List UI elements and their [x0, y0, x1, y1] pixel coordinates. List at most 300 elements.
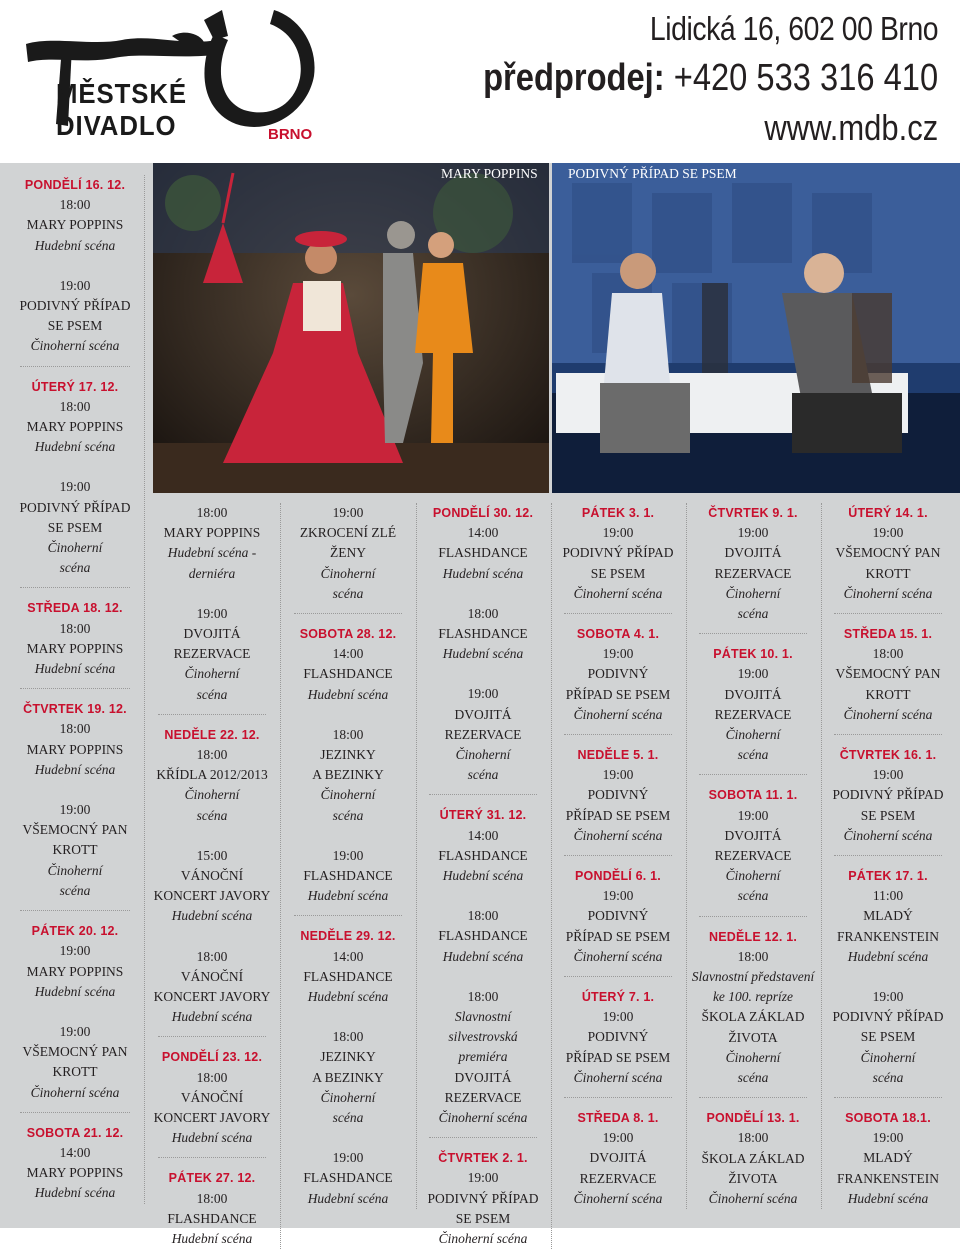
show-title: SE PSEM — [455, 1210, 511, 1226]
show-title: REZERVACE — [444, 726, 522, 742]
show-title: MARY POPPINS — [26, 1165, 124, 1181]
spacer — [421, 967, 545, 987]
show-title: PŘÍPAD SE PSEM — [565, 1049, 671, 1065]
show-title: KONCERT JAVORY — [153, 989, 271, 1005]
show-title: SE PSEM — [47, 519, 103, 535]
program-day: PONDĚLÍ 30. 12. — [432, 506, 534, 520]
show-title: REZERVACE — [579, 1170, 657, 1186]
program-day: PÁTEK 17. 1. — [848, 869, 928, 884]
show-title: VŠEMOCNÝ PAN — [835, 545, 941, 561]
show-time: 19:00 — [59, 943, 91, 959]
show-title: FRANKENSTEIN — [836, 928, 939, 944]
separator — [20, 1112, 130, 1113]
show-title: KROTT — [865, 686, 911, 702]
show-title: MARY POPPINS — [163, 525, 261, 541]
show-venue: Činoherní scéna — [30, 338, 120, 354]
logo-sub: BRNO — [268, 126, 313, 143]
program-entry[interactable] — [150, 503, 274, 584]
program-entry[interactable] — [12, 276, 138, 357]
show-time: 18:00 — [196, 948, 228, 964]
website-link[interactable]: www.mdb.cz — [764, 107, 938, 148]
program-column-1 — [12, 175, 138, 1204]
show-title: PODIVNÝ PŘÍPAD — [562, 545, 674, 561]
show-title: MARY POPPINS — [26, 419, 124, 435]
program-entry[interactable] — [826, 886, 950, 967]
program-day: NEDĚLE 22. 12. — [164, 727, 260, 742]
show-time: 18:00 — [59, 620, 91, 636]
show-title: FLASHDANCE — [438, 928, 528, 944]
program-entry[interactable] — [12, 941, 138, 1002]
show-venue: scéna — [332, 585, 364, 601]
program-entry[interactable] — [12, 477, 138, 578]
show-venue: Hudební scéna — [442, 948, 524, 964]
show-time: 18:00 — [196, 1190, 228, 1206]
separator — [699, 774, 807, 775]
show-venue: Činoherní — [320, 565, 376, 581]
show-time: 18:00 — [196, 747, 228, 763]
show-venue: scéna — [332, 807, 364, 823]
program-entry[interactable] — [150, 1068, 274, 1149]
logo-text: MĚSTSKÉ DIVADLO — [56, 78, 187, 141]
program-entry[interactable] — [421, 1168, 545, 1249]
show-title: ZKROCENÍ ZLÉ — [299, 525, 397, 541]
show-venue: Hudební scéna — [34, 661, 116, 677]
program-column-5 — [556, 503, 680, 1209]
program-entry[interactable] — [12, 800, 138, 901]
show-time: 19:00 — [602, 1009, 634, 1025]
show-venue: Hudební scéna — [307, 686, 389, 702]
show-title: PODIVNÝ — [587, 908, 649, 924]
program-entry[interactable] — [556, 765, 680, 846]
program-entry[interactable] — [826, 1128, 950, 1209]
show-title: KROTT — [52, 842, 98, 858]
show-title: MLADÝ — [863, 1150, 913, 1166]
program-entry[interactable] — [286, 846, 410, 907]
program-entry[interactable] — [691, 523, 815, 624]
show-title: FLASHDANCE — [303, 666, 393, 682]
show-venue: scéna — [59, 560, 91, 576]
separator — [564, 976, 672, 977]
show-time: 19:00 — [59, 1023, 91, 1039]
show-title: KONCERT JAVORY — [153, 888, 271, 904]
spacer — [12, 1002, 138, 1022]
separator — [834, 613, 942, 614]
show-venue: Činoherní scéna — [843, 706, 933, 722]
show-time: 19:00 — [737, 807, 769, 823]
show-venue: Hudební scéna — [847, 948, 929, 964]
show-venue: scéna — [737, 606, 769, 622]
program-day: NEDĚLE 29. 12. — [300, 929, 396, 944]
show-venue: Hudební scéna — [307, 989, 389, 1005]
show-title: SE PSEM — [47, 318, 103, 334]
show-time: 19:00 — [332, 1150, 364, 1166]
separator — [20, 587, 130, 588]
show-venue: Hudební scéna — [171, 908, 253, 924]
program-day: ÚTERÝ 31. 12. — [439, 808, 527, 823]
separator — [294, 915, 402, 916]
show-title: FRANKENSTEIN — [836, 1170, 939, 1186]
separator — [564, 855, 672, 856]
program-day: PONDĚLÍ 16. 12. — [24, 178, 126, 192]
show-time: 18:00 — [467, 605, 499, 621]
show-venue: Činoherní scéna — [30, 1084, 120, 1100]
show-title: A BEZINKY — [312, 1069, 384, 1085]
show-title: PODIVNÝ PŘÍPAD — [427, 1190, 539, 1206]
program-day: SOBOTA 18.1. — [845, 1111, 931, 1126]
show-time: 14:00 — [332, 948, 364, 964]
show-venue: Činoherní scéna — [573, 706, 663, 722]
address: Lidická 16, 602 00 Brno — [649, 10, 938, 47]
show-time: 19:00 — [467, 1170, 499, 1186]
program-day: SOBOTA 28. 12. — [299, 627, 397, 642]
program-entry[interactable] — [150, 846, 274, 927]
show-title: KROTT — [865, 565, 911, 581]
show-title: FLASHDANCE — [167, 1210, 257, 1226]
contact-block — [409, 8, 938, 150]
show-venue: scéna — [196, 686, 228, 702]
show-title: PODIVNÝ — [587, 1029, 649, 1045]
show-venue: Hudební scéna — [307, 1190, 389, 1206]
program-entry[interactable] — [12, 1143, 138, 1204]
show-title: REZERVACE — [714, 565, 792, 581]
show-title: ŽIVOTA — [728, 1029, 778, 1045]
program-entry[interactable] — [286, 1027, 410, 1128]
show-time: 19:00 — [872, 989, 904, 1005]
show-venue: Činoherní scéna — [708, 1191, 798, 1207]
show-time: 18:00 — [872, 646, 904, 662]
program-entry[interactable] — [556, 886, 680, 967]
show-venue: Činoherní — [725, 727, 781, 743]
show-time: 19:00 — [602, 767, 634, 783]
show-time: 19:00 — [872, 1130, 904, 1146]
show-time: 18:00 — [196, 505, 228, 520]
show-time: 19:00 — [737, 525, 769, 541]
show-title: ŽENY — [330, 545, 366, 561]
program-column-3 — [286, 503, 410, 1209]
show-venue: Hudební scéna — [34, 1185, 116, 1201]
show-title: PODIVNÝ — [587, 666, 649, 682]
show-title: PODIVNÝ PŘÍPAD — [832, 1009, 944, 1025]
show-title: DVOJITÁ — [589, 1150, 647, 1166]
separator — [294, 613, 402, 614]
spacer — [286, 1128, 410, 1148]
program-entry[interactable] — [556, 1007, 680, 1088]
show-title: KROTT — [52, 1064, 98, 1080]
program-entry[interactable] — [12, 1022, 138, 1103]
show-title: DVOJITÁ — [454, 706, 512, 722]
show-title: FLASHDANCE — [438, 545, 528, 561]
show-time: 14:00 — [332, 646, 364, 662]
show-venue: scéna — [737, 747, 769, 763]
program-entry[interactable] — [421, 826, 545, 887]
show-time: 19:00 — [602, 888, 634, 904]
separator — [564, 613, 672, 614]
program-day: PONDĚLÍ 6. 1. — [575, 869, 661, 884]
separator — [564, 734, 672, 735]
show-venue: Hudební scéna — [171, 1130, 253, 1146]
show-title: DVOJITÁ REZERVACE — [173, 626, 251, 662]
show-time: 19:00 — [332, 505, 364, 520]
show-venue: Činoherní — [47, 540, 103, 556]
show-venue: scéna — [737, 888, 769, 904]
spacer — [150, 927, 274, 947]
show-time: 19:00 — [737, 666, 769, 682]
show-venue: Činoherní — [320, 787, 376, 803]
program-entry[interactable] — [691, 806, 815, 907]
program-entry[interactable] — [826, 765, 950, 846]
separator — [699, 1097, 807, 1098]
show-note: Slavnostní představení — [691, 969, 815, 985]
show-venue: Činoherní — [455, 747, 511, 763]
show-venue: Činoherní scéna — [573, 1069, 663, 1085]
show-venue: Hudební scéna — [442, 565, 524, 581]
show-title: DVOJITÁ REZERVACE — [444, 1069, 522, 1105]
show-title: DVOJITÁ — [724, 827, 782, 843]
program-entry[interactable] — [421, 684, 545, 785]
show-venue: Hudební scéna — [34, 761, 116, 777]
show-title: MARY POPPINS — [26, 741, 124, 757]
program-entry[interactable] — [421, 906, 545, 967]
program-day: ÚTERÝ 14. 1. — [848, 506, 928, 520]
show-venue: Činoherní scéna — [438, 1231, 528, 1247]
separator — [834, 1097, 942, 1098]
show-time: 19:00 — [872, 525, 904, 541]
show-time: 14:00 — [467, 827, 499, 843]
separator — [158, 1036, 266, 1037]
program-day: PÁTEK 27. 12. — [168, 1171, 256, 1186]
show-time: 19:00 — [467, 686, 499, 702]
program-entry[interactable] — [556, 644, 680, 725]
program-day: ČTVRTEK 9. 1. — [708, 506, 798, 520]
show-title: SE PSEM — [860, 807, 916, 823]
presale-line — [483, 54, 938, 102]
show-time: 19:00 — [332, 847, 364, 863]
show-title: FLASHDANCE — [303, 868, 393, 884]
program-entry[interactable] — [691, 664, 815, 765]
program-day: SOBOTA 4. 1. — [576, 627, 660, 642]
program-column-2 — [150, 503, 274, 1249]
show-title: A BEZINKY — [312, 767, 384, 783]
spacer — [421, 886, 545, 906]
separator — [158, 714, 266, 715]
program-column-7 — [826, 503, 950, 1209]
show-title: SE PSEM — [590, 565, 646, 581]
show-time: 19:00 — [196, 605, 228, 621]
program-day: STŘEDA 15. 1. — [843, 627, 933, 642]
program-day: NEDĚLE 12. 1. — [708, 929, 798, 944]
show-venue: Hudební scéna — [847, 1190, 929, 1206]
program-day: ÚTERÝ 7. 1. — [581, 990, 655, 1005]
program-day: PÁTEK 10. 1. — [713, 647, 793, 662]
show-title: VÁNOČNÍ — [180, 868, 244, 884]
show-venue: Hudební scéna — [171, 1231, 253, 1247]
show-title: MARY POPPINS — [26, 963, 124, 979]
program-day: ČTVRTEK 19. 12. — [23, 702, 127, 717]
show-time: 19:00 — [59, 802, 91, 818]
program-entry[interactable] — [12, 719, 138, 780]
show-title: FLASHDANCE — [438, 626, 528, 642]
program-day: PONDĚLÍ 23. 12. — [161, 1050, 263, 1065]
program-entry[interactable] — [150, 745, 274, 826]
show-time: 18:00 — [737, 1130, 769, 1146]
show-title: REZERVACE — [714, 706, 792, 722]
presale-label: předprodej: — [482, 57, 665, 99]
show-venue: Činoherní scéna — [843, 585, 933, 601]
program-entry[interactable] — [421, 523, 545, 584]
show-title: PODIVNÝ PŘÍPAD — [832, 787, 944, 803]
show-venue: Činoherní — [47, 862, 103, 878]
spacer — [421, 664, 545, 684]
program-entry[interactable] — [556, 523, 680, 604]
show-venue: Hudební scéna — [442, 646, 524, 662]
spacer — [12, 780, 138, 800]
program-entry[interactable] — [691, 947, 815, 1088]
show-time: 18:00 — [59, 398, 91, 414]
show-title: ŽIVOTA — [728, 1170, 778, 1186]
show-title: REZERVACE — [714, 848, 792, 864]
show-time: 19:00 — [59, 277, 91, 293]
spacer — [286, 826, 410, 846]
show-time: 18:00 — [59, 721, 91, 737]
show-venue: Činoherní scéna — [573, 827, 663, 843]
spacer — [286, 1007, 410, 1027]
program-entry[interactable] — [12, 619, 138, 680]
show-venue: Činoherní scéna — [573, 948, 663, 964]
show-venue: scéna — [332, 1110, 364, 1126]
show-title: VŠEMOCNÝ PAN — [835, 666, 941, 682]
program-entry[interactable] — [826, 987, 950, 1088]
program-entry[interactable] — [150, 1189, 274, 1249]
show-venue: scéna — [196, 807, 228, 823]
program-day: PONDĚLÍ 13. 1. — [706, 1111, 800, 1126]
spacer — [421, 584, 545, 604]
program-entry[interactable] — [286, 503, 410, 604]
program-entry[interactable] — [150, 604, 274, 705]
program-entry[interactable] — [421, 987, 545, 1128]
theatre-logo — [22, 6, 324, 148]
program-entry[interactable] — [286, 1148, 410, 1209]
separator — [158, 1157, 266, 1158]
show-title: FLASHDANCE — [303, 968, 393, 984]
program-entry[interactable] — [691, 1128, 815, 1209]
show-venue: Činoherní — [320, 1089, 376, 1105]
separator — [699, 633, 807, 634]
program-entry[interactable] — [826, 523, 950, 604]
show-title: JEZINKY — [320, 1049, 376, 1065]
show-title: MLADÝ — [863, 908, 913, 924]
program-entry[interactable] — [150, 947, 274, 1028]
show-venue: Činoherní — [725, 585, 781, 601]
presale-phone[interactable]: +420 533 316 410 — [673, 57, 938, 99]
separator — [834, 855, 942, 856]
show-venue: scéna — [737, 1070, 769, 1086]
show-time: 15:00 — [196, 847, 228, 863]
photo-podivny-pripad — [552, 163, 960, 493]
spacer — [12, 457, 138, 477]
separator — [20, 910, 130, 911]
show-title: ŠKOLA ZÁKLAD — [701, 1009, 805, 1025]
separator — [699, 916, 807, 917]
show-venue: Hudební scéna - derniéra — [167, 545, 257, 581]
show-time: 14:00 — [467, 525, 499, 541]
program-entry[interactable] — [286, 644, 410, 705]
show-venue: Hudební scéna — [442, 868, 524, 884]
show-time: 18:00 — [196, 1069, 228, 1085]
show-venue: Činoherní — [184, 666, 240, 682]
show-title: DVOJITÁ — [724, 545, 782, 561]
show-venue: Činoherní — [860, 1049, 916, 1065]
show-venue: Činoherní — [725, 868, 781, 884]
show-time: 19:00 — [872, 767, 904, 783]
show-time: 19:00 — [602, 525, 634, 541]
show-time: 14:00 — [59, 1144, 91, 1160]
show-time: 19:00 — [602, 1130, 634, 1146]
show-venue: Hudební scéna — [307, 888, 389, 904]
show-venue: Hudební scéna — [34, 983, 116, 999]
show-title: FLASHDANCE — [438, 847, 528, 863]
separator — [20, 366, 130, 367]
program-day: ČTVRTEK 16. 1. — [839, 748, 937, 763]
program-day: SOBOTA 21. 12. — [26, 1125, 124, 1140]
program-day: ČTVRTEK 2. 1. — [438, 1151, 528, 1166]
show-venue: Hudební scéna — [34, 439, 116, 455]
show-time: 18:00 — [332, 726, 364, 742]
program-entry[interactable] — [286, 725, 410, 826]
show-venue: Činoherní scéna — [573, 1190, 663, 1206]
program-column-6 — [691, 503, 815, 1209]
program-day: NEDĚLE 5. 1. — [577, 748, 659, 763]
show-venue: Činoherní scéna — [438, 1110, 528, 1126]
show-title: VÁNOČNÍ — [180, 1089, 244, 1105]
show-time: 18:00 — [467, 908, 499, 924]
show-title: JEZINKY — [320, 747, 376, 763]
show-note: premiéra — [458, 1049, 508, 1065]
separator — [564, 1097, 672, 1098]
show-venue: Hudební scéna — [171, 1009, 253, 1025]
show-time: 11:00 — [872, 888, 904, 904]
program-entry[interactable] — [826, 644, 950, 725]
show-time: 18:00 — [332, 1029, 364, 1045]
show-venue: Činoherní — [725, 1049, 781, 1065]
show-title: FLASHDANCE — [303, 1170, 393, 1186]
program-entry[interactable] — [286, 947, 410, 1008]
spacer — [286, 705, 410, 725]
photo-mary-poppins — [153, 163, 549, 493]
separator — [429, 1137, 537, 1138]
program-entry[interactable] — [421, 604, 545, 665]
show-note: ke 100. repríze — [712, 989, 794, 1005]
show-time: 19:00 — [59, 479, 91, 495]
show-venue: Činoherní scéna — [573, 585, 663, 601]
program-entry[interactable] — [12, 195, 138, 256]
show-time: 18:00 — [467, 988, 499, 1004]
show-title: ŠKOLA ZÁKLAD — [701, 1150, 805, 1166]
spacer — [12, 256, 138, 276]
caption-mary-poppins: MARY POPPINS — [441, 166, 538, 181]
show-venue: Hudební scéna — [34, 237, 116, 253]
show-title: PŘÍPAD SE PSEM — [565, 686, 671, 702]
show-title: KŘÍDLA 2012/2013 — [156, 767, 268, 783]
program-entry[interactable] — [556, 1128, 680, 1209]
show-venue: scéna — [872, 1069, 904, 1085]
show-time: 18:00 — [737, 948, 769, 964]
show-time: 18:00 — [59, 197, 91, 213]
show-title: PODIVNÝ PŘÍPAD — [19, 499, 131, 515]
spacer — [826, 967, 950, 987]
show-time: 19:00 — [602, 646, 634, 662]
show-title: VŠEMOCNÝ PAN — [22, 1044, 128, 1060]
program-entry[interactable] — [12, 397, 138, 458]
